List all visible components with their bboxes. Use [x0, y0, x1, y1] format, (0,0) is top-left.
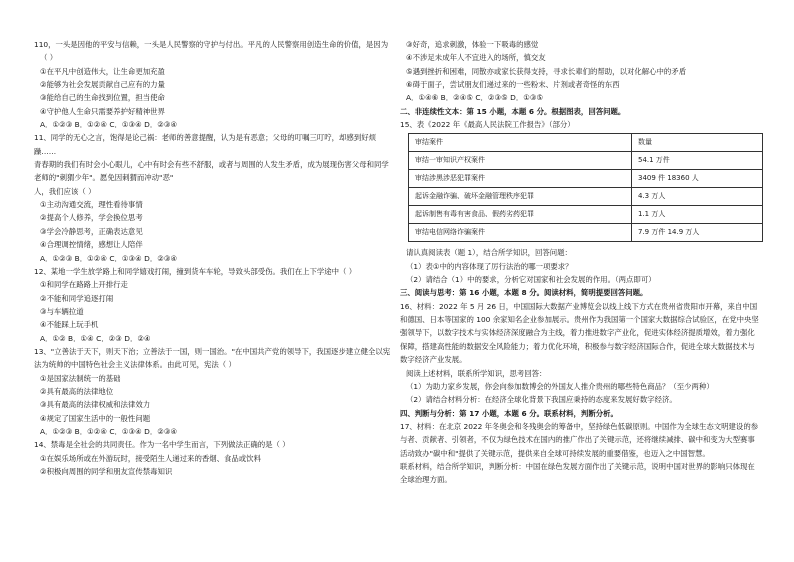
answer-line: ③学会冷静思考，正确表达意见 — [40, 226, 143, 236]
right-column — [400, 38, 762, 487]
table-cell: 审结电信网络诈骗案件 — [409, 224, 632, 242]
answer-line: ①在平凡中创造伟大，让生命更加充盈 — [40, 66, 165, 76]
answer-line: A．①④⑥ B．②④⑤ C．②③⑤ D．①③⑤ — [406, 93, 544, 103]
table-cell: 4.3 万人 — [632, 188, 763, 206]
answer-line: （2）请结合材料分析：在经济全球化背景下我国应秉持的态度来发展好数字经济。 — [406, 395, 677, 405]
question-line: 17、材料：在北京 2022 年冬奥会和冬残奥会的筹备中，坚持绿色低碳原则。中国作为全球生态文明建设的参与者、贡献者、引领者，不仅为绿色技术在国内的推广作出了关键示范，还将继续减排、碳中和变为大型赛事活动致办"碳中和"提供了关键示范，提供来自全球可持续发展的重要借鉴，也迈入之中国智慧。 — [400, 421, 759, 458]
answer-line: ③与车辆拉道 — [40, 306, 84, 316]
section-heading: 二、非连续性文本：第 15 小题，本题 6 分。根据图表，回答问题。 — [400, 106, 626, 116]
right-bottom-block — [400, 246, 762, 486]
question-line: 16、材料：2022 年 5 月 26 日，中国国际大数据产业博览会以线上线下方式在贵州省贵阳市开幕，来自中国和德国、日本等国家的 100 余家知名企业参加展示。贵州作为我国第一个国家大数据综合试验区，在党中央坚强领导下，以数字技术与实体经济深度融合为主线，着力推进数字产业化，促进实体经济提质增效，着力强化保障，搭建高性能的数据安全风险能力；着力优化环境，积极参与数字经济国际合作，促进全球大数据技术与数字经济产业发展。 — [400, 301, 759, 365]
answer-line: ⑤遇到挫折和困难，同散亦或家长获得支持，寻求长辈们的帮助，以对化解心中的矛盾 — [406, 66, 687, 76]
answer-line: ④不涉足未成年人不宜进入的场所，慎交友 — [406, 53, 546, 63]
answer-line: 阅读上述材料，联系所学知识，思考回答： — [406, 368, 547, 378]
answer-line: ⑥碍于面子，尝试朋友们递过来的一些粉末、片剂或者奇怪的东西 — [406, 80, 620, 90]
question-line: 13、"立善法于天下，则天下治；立善法于一国，则一国治。"在中国共产党的领导下，我国逐步建立健全以宪法为统帅的中国特色社会主义法律体系。由此可见，宪法（ ） — [34, 346, 391, 370]
question-line: 15、表《2022 年《最高人民法院工作报告》（部分） — [400, 120, 575, 130]
answer-line: ②具有最高的法律地位 — [40, 386, 114, 396]
answer-line: A．①②③ B．①②④ C．①③④ D．②③④ — [40, 426, 178, 436]
table-header-cell: 审结案件 — [409, 134, 632, 152]
answer-line: ④规定了国家生活中的一般性问题 — [40, 413, 151, 423]
answer-line: ②提高个人修养，学会换位思考 — [40, 213, 143, 223]
question-line: 12、某地一学生放学路上和同学嬉戏打闹，撞到货车车轮，导致头部受伤。我们在上下学途中（ ） — [34, 266, 357, 276]
answer-line: 请认真阅读表（题 1），结合所学知识，回答问题： — [406, 248, 572, 258]
answer-line: ①是国家法制统一的基础 — [40, 373, 121, 383]
answer-line: ①在娱乐场所或在外游玩时，接受陌生人递过来的香烟、食品或饮料 — [40, 453, 261, 463]
table-cell: 1.1 万人 — [632, 206, 763, 224]
answer-line: ③好奇，追求刺激，体验一下吸毒的感觉 — [406, 40, 539, 49]
table-row — [409, 206, 763, 224]
answer-line: （ ） — [40, 53, 58, 63]
question-line: 110，一头是因他的平安与信赖，一头是人民警察的守护与付出。平凡的人民警察用创造生命的价值，是因为 — [34, 40, 389, 49]
answer-line: ③能给自己的生命找到位置，担当使命 — [40, 93, 165, 103]
table-cell: 起诉金融诈骗、破坏金融管理秩序犯罪 — [409, 188, 632, 206]
case-table — [408, 133, 763, 242]
table-row — [409, 224, 763, 242]
answer-line: ③具有最高的法律权威和法律效力 — [40, 400, 151, 410]
table-row — [409, 152, 763, 170]
answer-line: ②能够为社会发展贡献自己应有的力量 — [40, 80, 165, 90]
table-cell: 7.9 万件 14.9 万人 — [632, 224, 763, 242]
table-header-row — [409, 134, 763, 152]
answer-line: （1）表①中的内容体现了厉行法治的哪一项要求？ — [406, 261, 573, 271]
table-header-cell: 数量 — [632, 134, 763, 152]
table-cell: 3409 件 18360 人 — [632, 170, 763, 188]
right-top-block — [400, 38, 762, 131]
section-heading: 四、判断与分析：第 17 小题，本题 6 分。联系材料，判断分析。 — [400, 408, 618, 418]
answer-line: ①和同学在路路上开排行走 — [40, 280, 128, 290]
table-row — [409, 188, 763, 206]
answer-line: ②积极向周围的同学和朋友宣传禁毒知识 — [40, 467, 173, 476]
table-cell: 54.1 万件 — [632, 152, 763, 170]
table-row — [409, 170, 763, 188]
section-heading: 三、阅读与思考：第 16 小题，本题 8 分。阅读材料，简明提要回答问题。 — [400, 288, 648, 298]
answer-line: A．①②③ B．①②④ C．①③④ D．②③④ — [40, 253, 178, 263]
answer-line: A．①②③ B．①②④ C．①③④ D．②③④ — [40, 120, 178, 130]
answer-line: （2）请结合（1）中的要求，分析它对国家和社会发展的作用。（两点即可） — [406, 275, 656, 285]
answer-line: ④合理调控情绪，感想让人陪伴 — [40, 240, 143, 250]
table-cell: 审结涉黑涉恶犯罪案件 — [409, 170, 632, 188]
question-line: 14、禁毒是全社会的共同责任。作为一名中学生而言，下列做法正确的是（ ） — [34, 440, 290, 450]
question-line: 联系材料，结合所学知识，判断分析：中国在绿色发展方面作出了关键示范，说明中国对世界的影响只体现在全球治理方面。 — [400, 461, 755, 485]
left-column — [34, 38, 394, 478]
question-line: 11、同学的无心之言，饱得是论己祸：老师的善意提醒，认为是有恶意；父母的叮嘱三叮咛，却感到好烦躁…… — [34, 133, 376, 156]
answer-line: A．①② B．①④ C．②③ D．②④ — [40, 333, 151, 343]
question-line: 青春期的我们有时会小心眼儿，心中有时会有些不舒服，或者与周围的人发生矛盾，成为展现伤害父母和同学老师的"刺猬少年"。愿免因刺猬而冲动"恶" — [34, 160, 389, 183]
question-line: 人，我们应该（ ） — [34, 186, 96, 196]
answer-line: ④不能踩上玩手机 — [40, 320, 99, 330]
answer-line: ②不能和同学追逐打闹 — [40, 293, 114, 303]
table-cell: 起诉制售有毒有害食品、假药劣药犯罪 — [409, 206, 632, 224]
table-cell: 审结一审知识产权案件 — [409, 152, 632, 170]
answer-line: ①主动沟通交流，理性看待事情 — [40, 200, 143, 210]
answer-line: （1）为助力家乡发展，你会向参加数博会的外国友人推介贵州的哪些特色商品？（至少两种） — [406, 381, 714, 391]
answer-line: ④守护他人生命只需要养护好精神世界 — [40, 106, 165, 116]
